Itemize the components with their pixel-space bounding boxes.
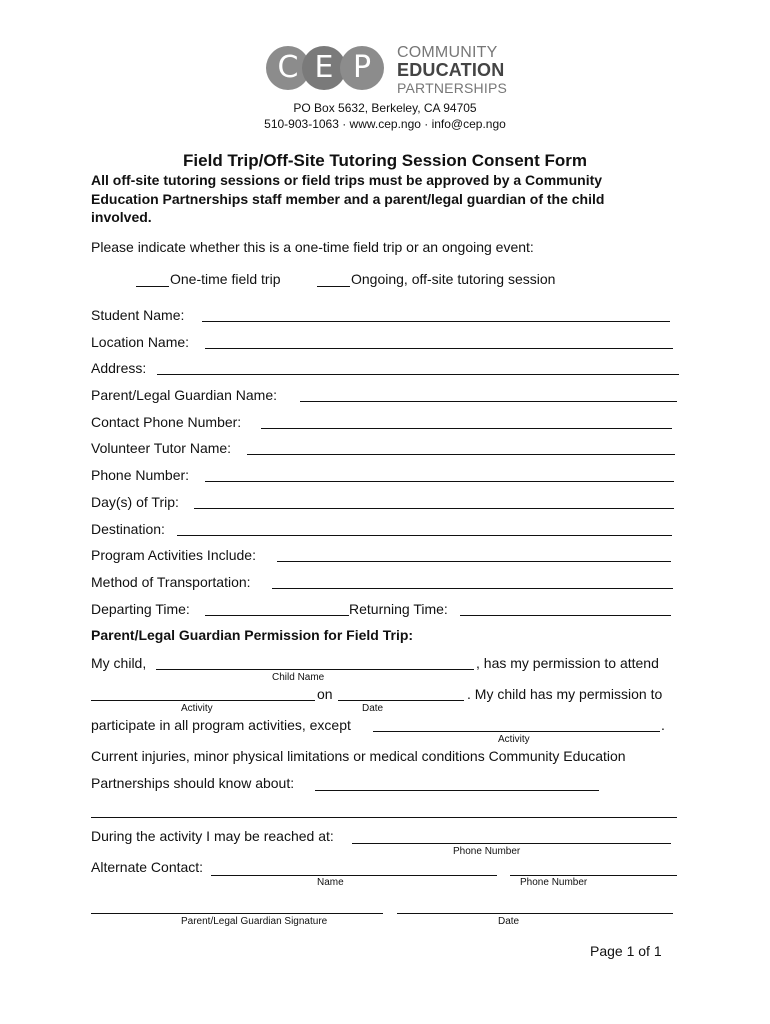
permission-heading: Parent/Legal Guardian Permission for Field Trip: [91,627,414,643]
transport-field[interactable] [272,588,673,589]
option-ongoing: Ongoing, off-site tutoring session [351,271,556,287]
guardian-name-label: Parent/Legal Guardian Name: [91,387,277,403]
activities-label: Program Activities Include: [91,547,256,563]
signature-field[interactable] [91,913,383,914]
option-one-time: One-time field trip [170,271,281,287]
returning-label: Returning Time: [349,601,448,617]
phone-caption-2: Phone Number [520,877,588,888]
returning-field[interactable] [460,615,671,616]
logo-letter-p: P [340,46,384,90]
phone-label: Phone Number: [91,467,190,483]
reached-label: During the activity I may be reached at: [91,828,334,844]
reached-phone-field[interactable] [352,843,671,844]
has-permission-text: , has my permission to attend [476,655,659,671]
days-label: Day(s) of Trip: [91,494,179,510]
contact-phone-label: Contact Phone Number: [91,414,242,430]
logo-letter-c: C [266,46,310,90]
signature-date-caption: Date [498,916,520,927]
org-contact: 510-903-1063 · www.cep.ngo · info@cep.ngo [264,117,506,131]
alternate-contact-label: Alternate Contact: [91,859,204,875]
injuries-line-2: Partnerships should know about: [91,775,295,791]
transport-label: Method of Transportation: [91,574,251,590]
destination-field[interactable] [177,535,672,536]
form-title: Field Trip/Off-Site Tutoring Session Consent Form [183,151,587,170]
student-name-field[interactable] [202,321,670,322]
alternate-name-field[interactable] [211,875,497,876]
address-field[interactable] [157,374,679,375]
injuries-field-2[interactable] [91,817,677,818]
my-child-label: My child, [91,655,147,671]
activity-caption: Activity [181,703,213,714]
page-number: Page 1 of 1 [590,943,662,959]
alternate-phone-field[interactable] [510,875,677,876]
on-text: on [317,686,333,702]
except-activity-field[interactable] [373,731,660,732]
ongoing-blank[interactable] [317,286,350,287]
date-caption: Date [362,703,384,714]
departing-field[interactable] [205,615,349,616]
tutor-name-field[interactable] [247,454,675,455]
intro-line-3: involved. [91,209,152,225]
destination-label: Destination: [91,521,165,537]
departing-label: Departing Time: [91,601,190,617]
name-caption: Name [317,877,344,888]
location-name-field[interactable] [205,348,673,349]
child-name-caption: Child Name [272,672,325,683]
trip-type-question: Please indicate whether this is a one-time field trip or an ongoing event: [91,239,534,255]
except-period: . [661,717,665,733]
logo-word-education: EDUCATION [397,60,505,80]
tutor-name-label: Volunteer Tutor Name: [91,440,232,456]
child-name-field[interactable] [156,669,474,670]
guardian-name-field[interactable] [300,401,677,402]
one-time-blank[interactable] [136,286,169,287]
logo-letter-e: E [302,46,346,90]
contact-phone-field[interactable] [261,428,672,429]
activity-field[interactable] [91,700,315,701]
injuries-field-1[interactable] [315,790,599,791]
phone-caption: Phone Number [453,846,521,857]
address-label: Address: [91,360,147,376]
phone-field[interactable] [205,481,674,482]
permission-to-text: . My child has my permission to [467,686,663,702]
logo-word-community: COMMUNITY [397,44,498,61]
signature-date-field[interactable] [397,913,673,914]
intro-line-2: Education Partnerships staff member and a parent/legal guardian of the child [91,191,605,207]
location-name-label: Location Name: [91,334,190,350]
injuries-line-1: Current injuries, minor physical limitations or medical conditions Community Education [91,748,626,764]
date-field[interactable] [338,700,464,701]
signature-caption: Parent/Legal Guardian Signature [181,916,328,927]
org-address: PO Box 5632, Berkeley, CA 94705 [293,101,477,115]
days-field[interactable] [194,508,674,509]
activity-caption-2: Activity [498,734,530,745]
intro-line-1: All off-site tutoring sessions or field trips must be approved by a Community [91,172,603,188]
student-name-label: Student Name: [91,307,185,323]
activities-field[interactable] [277,561,671,562]
logo-word-partnerships: PARTNERSHIPS [397,80,508,96]
participate-text: participate in all program activities, except [91,717,351,733]
